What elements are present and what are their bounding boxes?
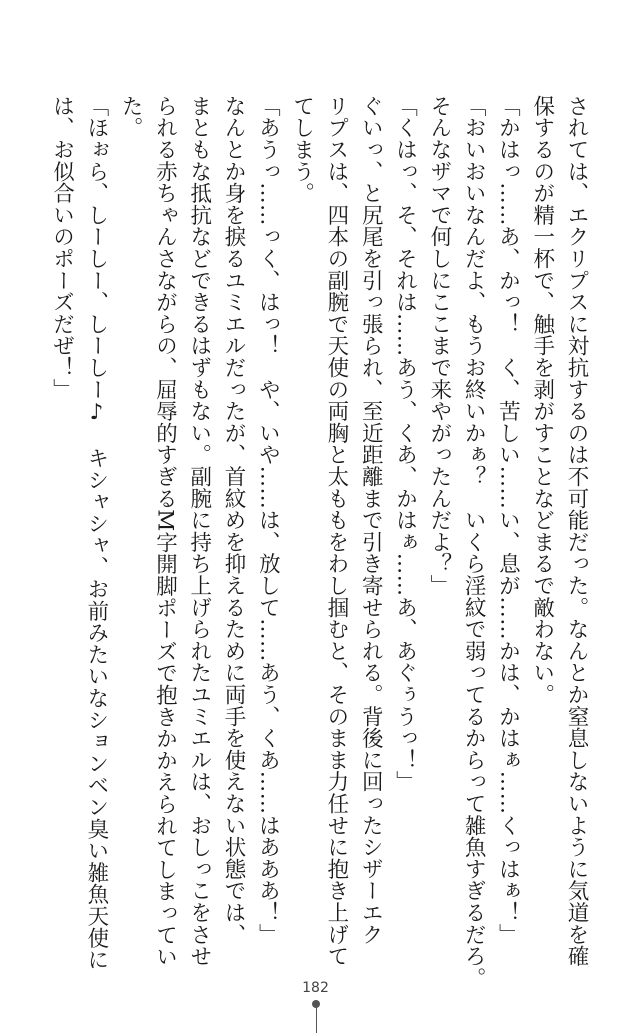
text-line: リプスは、四本の副腕で天使の両胸と太ももをわし掴むと、そのまま力任せに抱き上げて — [323, 95, 349, 967]
text-line: 「くはっ、そ、それは……あう、くあ、かはぁ……あ、あぐぅうっ！」 — [392, 95, 418, 793]
text-line: そんなザマで何しにここまで来やがったんだよ？」 — [426, 95, 452, 597]
text-line: 「かはっ……あ、かっ！ く、苦しい……い、息が……かは、かはぁ……くっはぁ！」 — [495, 95, 521, 946]
text-line: てしまう。 — [289, 95, 315, 204]
text-line: られる赤ちゃんさながらの、屈辱的すぎるM字開脚ポーズで抱きかかえられてしまってい — [152, 95, 178, 968]
text-line: 「ほぉら、しーしー、しーしー♪ キシャシャ、お前みたいなションベン臭い雑魚天使に — [83, 95, 109, 971]
text-line: されては、エクリプスに対抗するのは不可能だった。なんとか窒息しないように気道を確 — [564, 95, 589, 967]
page-number: 182 — [302, 980, 329, 996]
text-line: は、お似合いのポーズだぜ！」 — [49, 95, 75, 401]
text-line: 保するのが精一杯で、触手を剥がすことなどまるで敵わない。 — [529, 95, 555, 706]
text-line: た。 — [118, 95, 144, 139]
text-line: 「あうっ……っく、はっ！ や、いや……は、放して……あう、くあ……はあああ！」 — [255, 95, 281, 946]
text-line: まともな抵抗などできるはずもない。副腕に持ち上げられたユミエルは、おしっこをさせ — [186, 95, 212, 967]
page-marker-icon — [310, 1000, 322, 1033]
text-line: ぐいっ、と尻尾を引っ張られ、至近距離まで引き寄せられる。背後に回ったシザーエク — [358, 95, 384, 946]
text-line: 「おいおいなんだよ、もうお終いかぁ？ いくら淫紋で弱ってるからって雑魚すぎるだろ。 — [461, 95, 487, 989]
marker-line — [316, 1006, 317, 1033]
text-line: なんとか身を捩るユミエルだったが、首紋めを抑えるために両手を使えない状態では、 — [221, 95, 247, 946]
